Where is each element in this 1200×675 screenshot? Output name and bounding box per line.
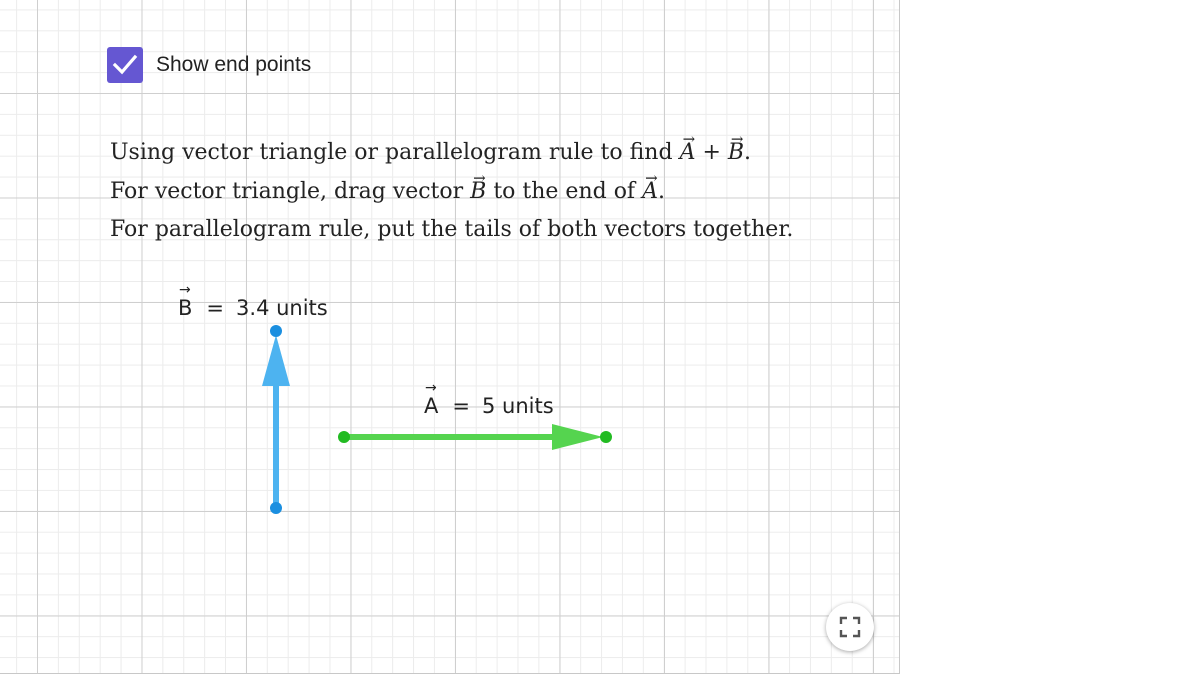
checkbox-label: Show end points: [156, 53, 312, 76]
vector-a-symbol: → A: [680, 134, 696, 173]
equals-sign: =: [452, 394, 470, 418]
fullscreen-button[interactable]: [826, 603, 874, 651]
vector-a-tail-point[interactable]: [338, 431, 350, 443]
equals-sign: =: [206, 296, 225, 320]
fullscreen-icon: [839, 616, 861, 638]
vector-b[interactable]: [262, 325, 290, 514]
vector-b-arrowhead[interactable]: [262, 335, 290, 386]
plus-sign: +: [695, 140, 728, 165]
vector-b-symbol: → B: [728, 134, 744, 173]
vector-a-arrowhead[interactable]: [552, 424, 603, 450]
vector-b-magnitude: 3.4 units: [236, 296, 328, 320]
vector-a-magnitude: 5 units: [481, 394, 554, 418]
vector-b-label-symbol: → B: [178, 296, 192, 320]
vector-a-symbol: → A: [642, 173, 658, 212]
instruction-text: to the end of: [486, 178, 643, 204]
period: .: [657, 178, 665, 204]
vector-a-label-symbol: → A: [424, 394, 438, 418]
instruction-text: For vector triangle, drag vector: [110, 178, 471, 204]
period: .: [744, 140, 752, 165]
vector-b-symbol: → B: [470, 173, 486, 212]
vector-b-head-point[interactable]: [270, 325, 282, 337]
instruction-line-3: For parallelogram rule, put the tails of both vectors together.: [110, 217, 794, 242]
instruction-text: Using vector triangle or parallelogram rule to find: [110, 140, 680, 165]
vector-a[interactable]: [338, 424, 612, 450]
vector-b-tail-point[interactable]: [270, 502, 282, 514]
vector-a-head-point[interactable]: [600, 431, 612, 443]
